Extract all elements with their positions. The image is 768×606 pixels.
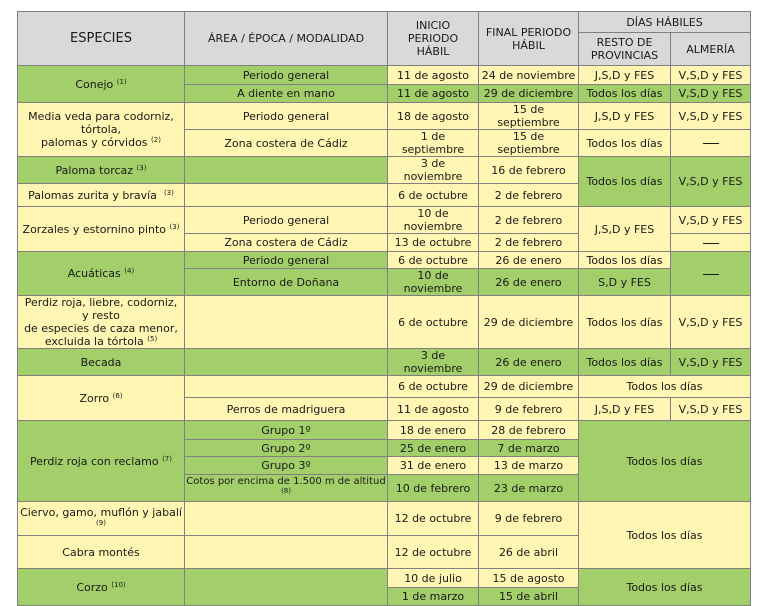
start-cell: 13 de octubre: [388, 234, 479, 252]
area-cell: [185, 376, 388, 398]
header-resto: RESTO DE PROVINCIAS: [579, 33, 671, 66]
start-cell: 10 de febrero: [388, 475, 479, 502]
end-cell: 15 de agosto: [479, 569, 579, 588]
start-cell: 12 de octubre: [388, 502, 479, 536]
start-cell: 6 de octubre: [388, 296, 479, 349]
table-row: [18, 349, 751, 376]
start-cell: 6 de octubre: [388, 252, 479, 269]
start-cell: 31 de enero: [388, 457, 479, 475]
start-cell: 10 de noviembre: [388, 207, 479, 234]
species-cell: Conejo $^{(1)}$: [18, 66, 185, 103]
area-cell: Zona costera de Cádiz: [185, 130, 388, 157]
header-almeria: ALMERÍA: [671, 33, 751, 66]
end-cell: 9 de febrero: [479, 398, 579, 421]
table-row: [18, 296, 751, 349]
resto-cell: Todos los días: [579, 252, 671, 269]
start-cell: 3 de noviembre: [388, 157, 479, 184]
area-cell: Periodo general: [185, 66, 388, 85]
resto-cell: S,D y FES: [579, 269, 671, 296]
resto-cell: J,S,D y FES: [579, 398, 671, 421]
area-cell: A diente en mano: [185, 85, 388, 103]
days-cell: Todos los días: [579, 569, 751, 606]
area-cell: Entorno de Doñana: [185, 269, 388, 296]
area-cell: Perros de madriguera: [185, 398, 388, 421]
start-cell: 11 de agosto: [388, 85, 479, 103]
end-cell: 26 de enero: [479, 349, 579, 376]
end-cell: 16 de febrero: [479, 157, 579, 184]
table-row: [18, 252, 751, 269]
end-cell: 13 de marzo: [479, 457, 579, 475]
end-cell: 9 de febrero: [479, 502, 579, 536]
resto-cell: Todos los días: [579, 349, 671, 376]
end-cell: 15 de abril: [479, 588, 579, 606]
area-cell: Grupo 1º: [185, 421, 388, 440]
almeria-cell: V,S,D y FES: [671, 207, 751, 234]
end-cell: 28 de febrero: [479, 421, 579, 440]
header-end: FINAL PERIODO HÁBIL: [479, 12, 579, 66]
almeria-cell: V,S,D y FES: [671, 398, 751, 421]
table-row: [18, 103, 751, 130]
area-cell: [185, 502, 388, 536]
almeria-cell: [671, 252, 751, 296]
table-row: [18, 66, 751, 85]
species-cell: Paloma torcaz $^{(3)}$: [18, 157, 185, 184]
table-row: [18, 157, 751, 184]
resto-cell: J,S,D y FES: [579, 66, 671, 85]
resto-cell: J,S,D y FES: [579, 103, 671, 130]
start-cell: 10 de noviembre: [388, 269, 479, 296]
area-cell: Periodo general: [185, 103, 388, 130]
end-cell: 26 de enero: [479, 252, 579, 269]
area-cell: Grupo 2º: [185, 440, 388, 457]
almeria-cell: V,S,D y FES: [671, 296, 751, 349]
header-area: ÁREA / ÉPOCA / MODALIDAD: [185, 12, 388, 66]
area-cell: [185, 157, 388, 184]
species-cell: Media veda para codorniz, tórtola, palomas y córvidos $^{(2)}$: [18, 103, 185, 157]
header-days: DÍAS HÁBILES: [579, 12, 751, 33]
dash-mark: [703, 143, 719, 144]
resto-cell: Todos los días: [579, 85, 671, 103]
hunting-season-table: [17, 11, 751, 606]
end-cell: 26 de enero: [479, 269, 579, 296]
dash-mark: [703, 274, 719, 275]
start-cell: 11 de agosto: [388, 398, 479, 421]
area-cell: [185, 349, 388, 376]
species-cell: Palomas zurita y bravía $^{(3)}$: [18, 184, 185, 207]
resto-cell: Todos los días: [579, 157, 671, 207]
end-cell: 29 de diciembre: [479, 296, 579, 349]
end-cell: 2 de febrero: [479, 234, 579, 252]
header-start: INICIO PERIODO HÁBIL: [388, 12, 479, 66]
header-row-1: [18, 12, 751, 33]
start-cell: 1 de marzo: [388, 588, 479, 606]
species-cell: Zorzales y estornino pinto $^{(3)}$: [18, 207, 185, 252]
species-cell: Becada: [18, 349, 185, 376]
days-cell: Todos los días: [579, 421, 751, 502]
area-cell: [185, 536, 388, 569]
area-cell: Zona costera de Cádiz: [185, 234, 388, 252]
almeria-cell: [671, 130, 751, 157]
end-cell: 29 de diciembre: [479, 376, 579, 398]
area-cell: Cotos por encima de 1.500 m de altitud $^{(8)}$: [185, 475, 388, 502]
almeria-cell: V,S,D y FES: [671, 85, 751, 103]
area-cell: Grupo 3º: [185, 457, 388, 475]
end-cell: 2 de febrero: [479, 207, 579, 234]
resto-cell: J,S,D y FES: [579, 207, 671, 252]
start-cell: 6 de octubre: [388, 376, 479, 398]
start-cell: 3 de noviembre: [388, 349, 479, 376]
area-cell: Periodo general: [185, 252, 388, 269]
species-cell: Ciervo, gamo, muflón y jabalí $^{(9)}$: [18, 502, 185, 536]
area-cell: [185, 184, 388, 207]
end-cell: 24 de noviembre: [479, 66, 579, 85]
end-cell: 7 de marzo: [479, 440, 579, 457]
almeria-cell: V,S,D y FES: [671, 157, 751, 207]
days-cell: Todos los días: [579, 502, 751, 569]
end-cell: 2 de febrero: [479, 184, 579, 207]
table-row: [18, 376, 751, 398]
days-cell: Todos los días: [579, 376, 751, 398]
end-cell: 29 de diciembre: [479, 85, 579, 103]
species-cell: Corzo $^{(10)}$: [18, 569, 185, 606]
start-cell: 11 de agosto: [388, 66, 479, 85]
table-row: [18, 421, 751, 440]
end-cell: 15 de septiembre: [479, 103, 579, 130]
almeria-cell: V,S,D y FES: [671, 349, 751, 376]
end-cell: 26 de abril: [479, 536, 579, 569]
almeria-cell: [671, 234, 751, 252]
area-cell: Periodo general: [185, 207, 388, 234]
end-cell: 15 de septiembre: [479, 130, 579, 157]
start-cell: 25 de enero: [388, 440, 479, 457]
resto-cell: Todos los días: [579, 296, 671, 349]
almeria-cell: V,S,D y FES: [671, 103, 751, 130]
resto-cell: Todos los días: [579, 130, 671, 157]
start-cell: 6 de octubre: [388, 184, 479, 207]
species-cell: Perdiz roja con reclamo $^{(7)}$: [18, 421, 185, 502]
start-cell: 10 de julio: [388, 569, 479, 588]
start-cell: 1 de septiembre: [388, 130, 479, 157]
area-cell: [185, 569, 388, 606]
species-cell: Perdiz roja, liebre, codorniz, y resto de especies de caza menor, excluida la tórtola $^{(5)}$: [18, 296, 185, 349]
start-cell: 18 de agosto: [388, 103, 479, 130]
table-row: [18, 569, 751, 588]
table-row: [18, 207, 751, 234]
species-cell: Acuáticas $^{(4)}$: [18, 252, 185, 296]
start-cell: 18 de enero: [388, 421, 479, 440]
header-species: ESPECIES: [18, 12, 185, 66]
hunting-season-table-wrapper: [17, 11, 751, 606]
end-cell: 23 de marzo: [479, 475, 579, 502]
species-cell: Zorro $^{(6)}$: [18, 376, 185, 421]
start-cell: 12 de octubre: [388, 536, 479, 569]
area-cell: [185, 296, 388, 349]
species-cell: Cabra montés: [18, 536, 185, 569]
table-row: [18, 502, 751, 536]
almeria-cell: V,S,D y FES: [671, 66, 751, 85]
dash-mark: [703, 243, 719, 244]
